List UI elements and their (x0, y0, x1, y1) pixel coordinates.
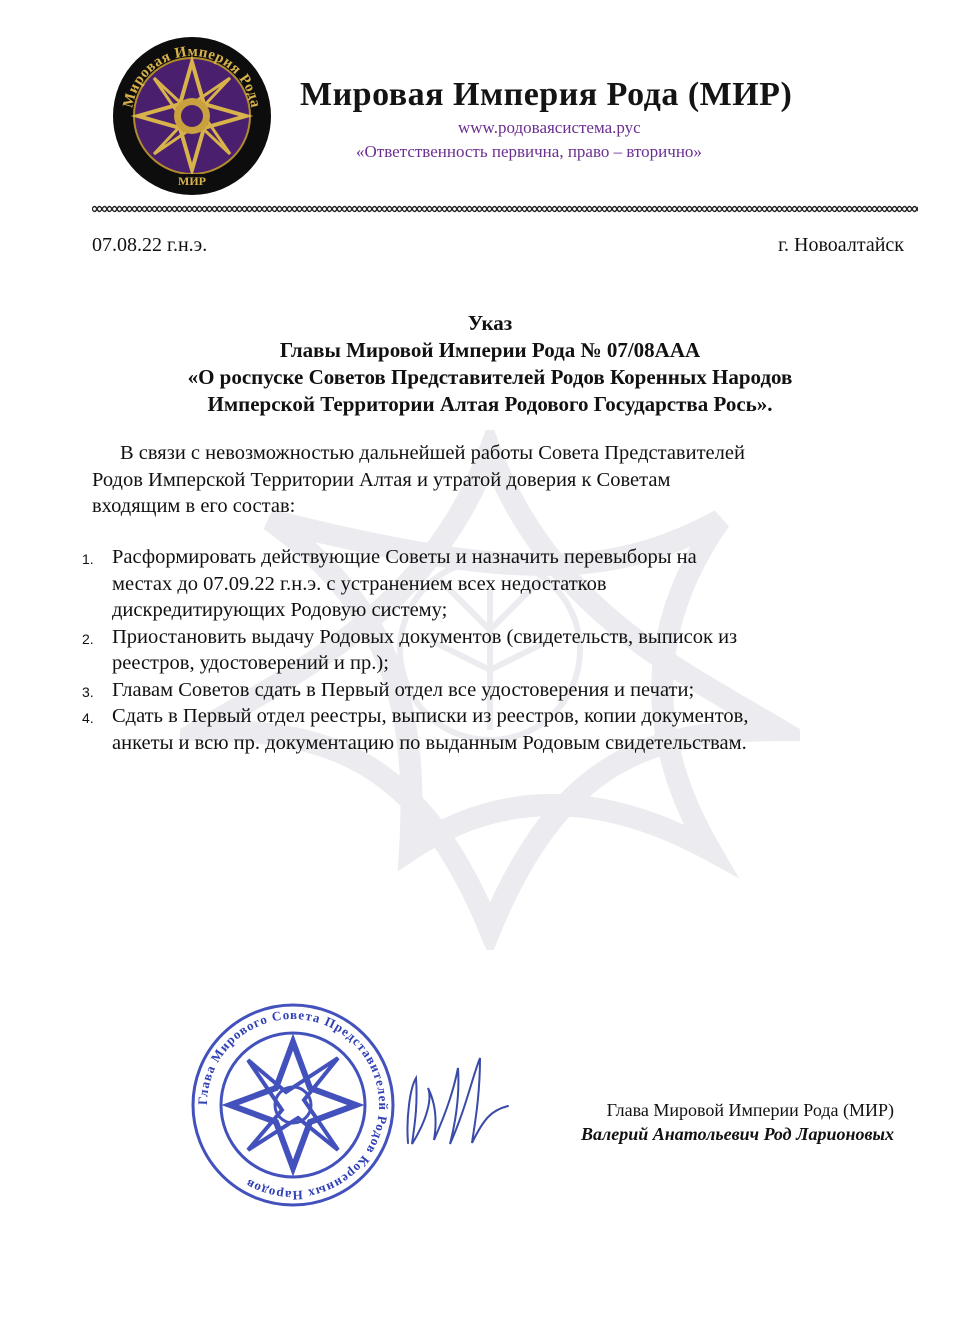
handwritten-signature (388, 1048, 518, 1160)
decree-item-text: местах до 07.09.22 г.н.э. с устранением всех недостатков (112, 572, 607, 595)
decree-item-text: анкеты и всю пр. документацию по выданным Родовым свидетельствам. (112, 731, 747, 754)
preamble-line: В связи с невозможностью дальнейшей работы Совета Представителей (120, 442, 745, 464)
decree-item-text: Приостановить выдачу Родовых документов (свидетельств, выписок из (112, 625, 738, 648)
ornamental-divider (92, 204, 918, 214)
logo-bottom-text: МИР (178, 174, 206, 188)
decree-item (82, 703, 912, 756)
signatory-name: Валерий Анатольевич Род Ларионовых (581, 1124, 894, 1144)
document-city: г. Новоалтайск (778, 234, 904, 256)
decree-item-text: Сдать в Первый отдел реестры, выписки из реестров, копии документов, (112, 705, 749, 727)
decree-items-list (82, 544, 912, 756)
organization-logo-emblem (112, 36, 272, 196)
decree-item-text: реестров, удостоверений и пр.); (112, 652, 389, 674)
decree-item (82, 544, 912, 624)
organization-motto: «Ответственность первична, право – вторично» (356, 142, 702, 161)
decree-item (82, 624, 912, 677)
decree-title-number: Главы Мировой Империи Рода № 07/08ААА (279, 338, 701, 362)
decree-item (82, 677, 912, 704)
signatory-position: Глава Мировой Империи Рода (МИР) (606, 1100, 894, 1120)
logo-ring-text: Мировая Империя Рода (120, 43, 264, 110)
decree-item-number: 4. (82, 710, 94, 726)
preamble-line: входящим в его состав: (92, 495, 296, 517)
decree-item-number: 2. (82, 630, 94, 647)
decree-title-subject-line-1: «О роспуске Советов Представителей Родов Коренных Народов (187, 365, 793, 389)
document-date: 07.08.22 г.н.э. (92, 234, 208, 256)
decree-preamble (92, 440, 902, 520)
decree-item-text: Главам Советов сдать в Первый отдел все удостоверения и печати; (112, 678, 695, 701)
decree-item-text: дискредитирующих Родовую систему; (112, 599, 448, 621)
preamble-line: Родов Имперской Территории Алтая и утратой доверия к Советам (92, 468, 671, 491)
decree-item-number: 3. (82, 683, 94, 700)
official-stamp (188, 1000, 398, 1210)
decree-title-subject-line-2: Имперской Территории Алтая Родового Государства Рось». (207, 392, 773, 416)
decree-title (60, 310, 920, 418)
stamp-ring-text: Глава Мирового Совета Представителей Родов Коренных Народов (194, 1006, 392, 1204)
decree-item-number: 1. (82, 551, 94, 567)
organization-title: Мировая Империя Рода (МИР) (300, 76, 793, 113)
organization-website: www.родоваясистема.рус (458, 118, 641, 137)
decree-title-heading: Указ (467, 311, 513, 335)
decree-item-text: Расформировать действующие Советы и назначить перевыборы на (112, 546, 697, 568)
